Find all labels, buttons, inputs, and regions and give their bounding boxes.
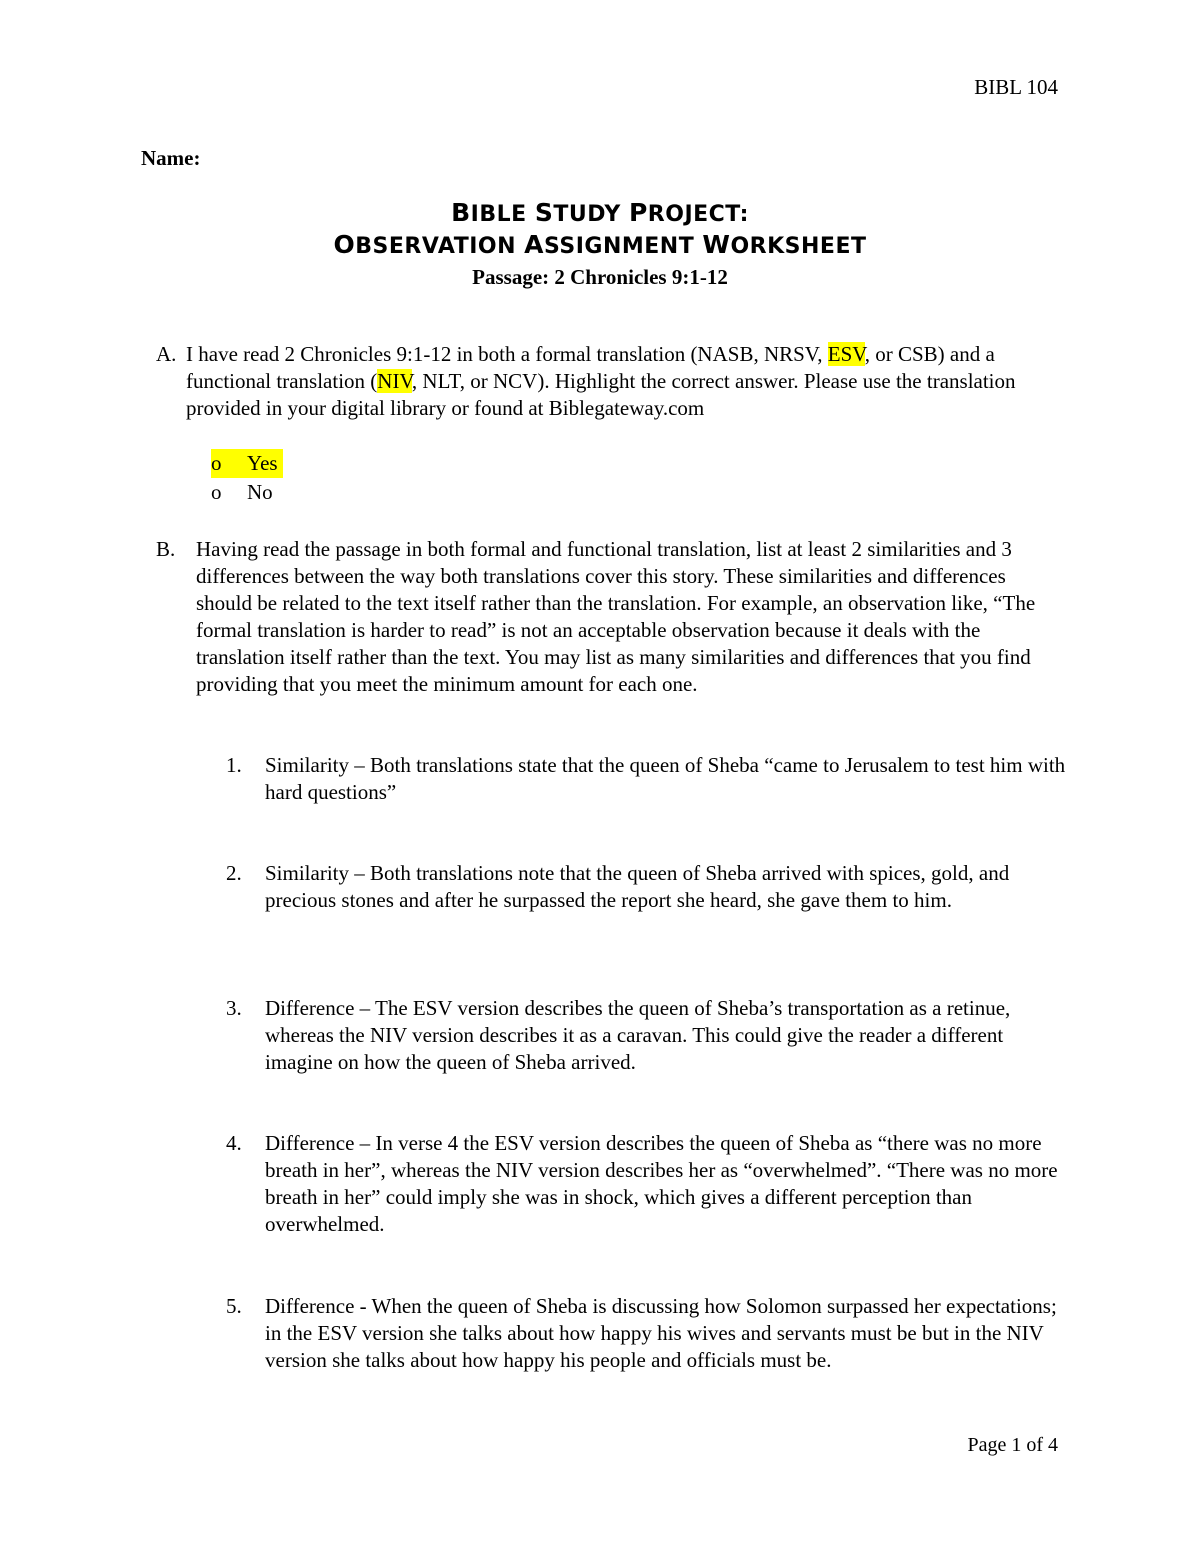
title-cap: A — [524, 230, 545, 259]
option-label: Yes — [247, 451, 278, 475]
section-a-text-3: , NLT, or NCV). Highlight the correct answer. Please use the translation provided in your digital library or found at Biblegateway.com — [186, 369, 1016, 420]
section-b-text: Having read the passage in both formal and functional translation, list at least 2 similarities and 3 differences between the way both translations cover this story. These similarities and differences should be related to the text itself rather than the translation. For example, an observation like, “The formal translation is harder to read” is not an acceptable observation because it deals with the translation itself rather than the text. You may list as many similarities and differences that you find providing that you meet the minimum amount for each one. — [196, 537, 1036, 696]
passage-reference: Passage: 2 Chronicles 9:1-12 — [472, 265, 728, 289]
list-item — [226, 995, 1066, 1076]
option-bullet-icon: o — [211, 451, 222, 475]
title-cap: B — [451, 198, 471, 227]
niv-highlight: NIV — [377, 369, 412, 393]
section-a-text-2: , or CSB) and a functional translation ( — [186, 342, 995, 393]
title-cap: P — [628, 198, 648, 227]
title-line-2 — [0, 230, 1200, 262]
list-item-number: 1. — [226, 753, 242, 777]
list-item — [226, 1293, 1066, 1374]
list-item-number: 4. — [226, 1131, 242, 1155]
title-small: ROJECT: — [647, 202, 749, 227]
section-a-letter: A. — [156, 342, 177, 366]
list-item-text: Difference – The ESV version describes the queen of Sheba’s transportation as a retinue, whereas the NIV version describes it as a caravan. This could give the reader a different imagine on how the queen of Sheba arrived. — [265, 996, 1011, 1074]
title-small: BSERVATION — [355, 234, 525, 259]
list-item — [226, 752, 1066, 806]
name-label: Name: — [141, 146, 201, 170]
title-small: TUDY — [553, 202, 629, 227]
list-item-number: 2. — [226, 861, 242, 885]
section-b-letter: B. — [156, 537, 176, 561]
section-b — [156, 536, 1066, 698]
course-code: BIBL 104 — [974, 75, 1058, 99]
title-small: SSIGNMENT — [544, 234, 703, 259]
option-bullet-icon: o — [211, 480, 222, 504]
list-item — [226, 1130, 1066, 1238]
section-a-text-1: I have read 2 Chronicles 9:1-12 in both a formal translation (NASB, NRSV, — [186, 342, 828, 366]
list-item-text: Similarity – Both translations state that the queen of Sheba “came to Jerusalem to test him with hard questions” — [265, 753, 1066, 804]
section-a-text — [186, 341, 1066, 422]
option-label: No — [247, 480, 273, 504]
list-item-text: Similarity – Both translations note that the queen of Sheba arrived with spices, gold, and precious stones and after he surpassed the report she heard, she gave them to him. — [265, 861, 1010, 912]
esv-highlight: ESV — [827, 342, 865, 366]
title-line-1 — [0, 198, 1200, 230]
list-item-number: 3. — [226, 996, 242, 1020]
list-item-text: Difference - When the queen of Sheba is discussing how Solomon surpassed her expectations; in the ESV version she talks about how happy his wives and servants must be but in the NIV version she talks about how happy his people and officials must be. — [265, 1294, 1057, 1372]
section-a — [156, 341, 1066, 422]
title-small: ORKSHEET — [730, 234, 867, 259]
option-yes[interactable] — [211, 449, 283, 478]
list-item-number: 5. — [226, 1294, 242, 1318]
list-item-text: Difference – In verse 4 the ESV version describes the queen of Sheba as “there was no more breath in her”, whereas the NIV version describes her as “overwhelmed”. “There was no more breath in her” could imply she was in shock, which gives a different perception than overwhelmed. — [265, 1131, 1058, 1236]
page-number: Page 1 of 4 — [967, 1434, 1058, 1456]
title-cap: S — [534, 198, 554, 227]
option-no[interactable] — [211, 478, 283, 507]
title-small: IBLE — [470, 202, 535, 227]
title-cap: O — [333, 230, 356, 259]
title-cap: W — [702, 230, 731, 259]
answer-options — [211, 449, 283, 507]
title-block — [0, 198, 1200, 292]
list-item — [226, 860, 1066, 914]
